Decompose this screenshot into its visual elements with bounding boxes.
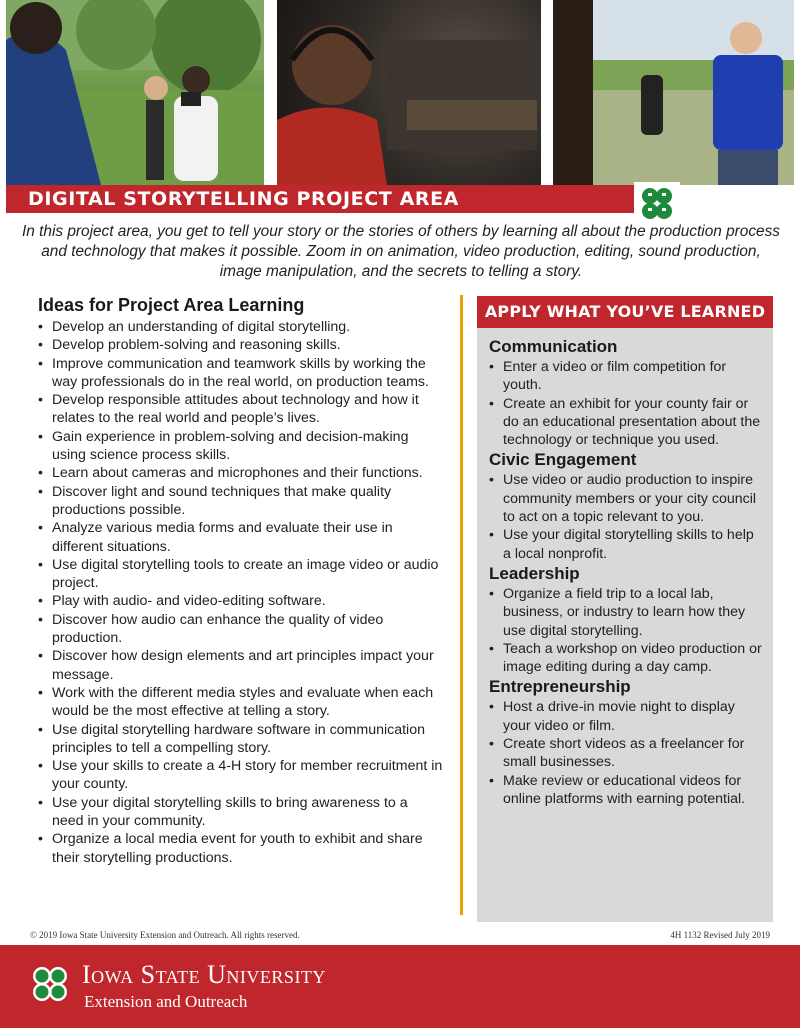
photo-interview-filming	[553, 0, 794, 185]
list-item: • Use your digital storytelling skills to help a local nonprofit.	[489, 526, 763, 563]
civic-engagement-list	[489, 471, 763, 562]
list-item: • Develop an understanding of digital storytelling.	[38, 318, 443, 336]
four-leaf-clover-icon	[634, 182, 680, 226]
list-item: • Create short videos as a freelancer for small businesses.	[489, 735, 763, 772]
list-item: • Discover how audio can enhance the quality of video production.	[38, 611, 443, 648]
section-title-entrepreneurship: Entrepreneurship	[489, 677, 631, 697]
list-item: • Use digital storytelling tools to create an image video or audio project.	[38, 556, 443, 593]
photo-strip	[0, 0, 800, 200]
section-title-civic-engagement: Civic Engagement	[489, 450, 637, 470]
four-leaf-clover-icon	[28, 962, 72, 1006]
list-item: • Use your skills to create a 4-H story for member recruitment in your county.	[38, 757, 443, 794]
photo-outdoor-filming	[6, 0, 264, 185]
list-item: • Develop responsible attitudes about technology and how it relates to the real world and people’s lives.	[38, 391, 443, 428]
list-item: • Develop problem-solving and reasoning skills.	[38, 336, 443, 354]
section-title-leadership: Leadership	[489, 563, 580, 583]
ideas-list	[38, 318, 443, 867]
list-item: • Organize a field trip to a local lab, business, or industry to learn how they use digital storytelling.	[489, 585, 763, 640]
page-title: DIGITAL STORYTELLING PROJECT AREA	[6, 185, 634, 213]
list-item: • Analyze various media forms and evaluate their use in different situations.	[38, 519, 443, 556]
photo-audio-recording	[277, 0, 541, 185]
copyright-text: © 2019 Iowa State University Extension and Outreach. All rights reserved.	[30, 930, 300, 940]
list-item: • Learn about cameras and microphones and their functions.	[38, 464, 443, 482]
leadership-list	[489, 585, 763, 676]
apply-heading: APPLY WHAT YOU’VE LEARNED	[477, 296, 773, 328]
list-item: • Use digital storytelling hardware software in communication principles to tell a compelling story.	[38, 721, 443, 758]
list-item: • Discover light and sound techniques that make quality productions possible.	[38, 483, 443, 520]
list-item: • Improve communication and teamwork skills by working the way professionals do in the real world, on production teams.	[38, 355, 443, 392]
list-item: • Create an exhibit for your county fair or do an educational presentation about the technology or technique you used.	[489, 395, 763, 450]
ideas-section	[38, 294, 443, 867]
list-item: • Make review or educational videos for online platforms with earning potential.	[489, 772, 763, 809]
list-item: • Teach a workshop on video production or image editing during a day camp.	[489, 640, 763, 677]
list-item: • Enter a video or film competition for youth.	[489, 358, 763, 395]
apply-section	[489, 336, 763, 808]
entrepreneurship-list	[489, 698, 763, 808]
list-item: • Host a drive-in movie night to display your video or film.	[489, 698, 763, 735]
university-name	[82, 961, 326, 989]
list-item: • Use video or audio production to inspire community members or your city council to act on a topic relevant to you.	[489, 471, 763, 526]
extension-name: Extension and Outreach	[84, 992, 248, 1011]
university-name-text: Iowa State University	[82, 960, 326, 989]
list-item: • Organize a local media event for youth to exhibit and share their storytelling productions.	[38, 830, 443, 867]
section-title-communication: Communication	[489, 337, 618, 356]
footer-bar	[0, 945, 800, 1028]
ideas-heading: Ideas for Project Area Learning	[38, 295, 305, 315]
list-item: • Gain experience in problem-solving and decision-making using science process skills.	[38, 428, 443, 465]
intro-paragraph: In this project area, you get to tell your story or the stories of others by learning all about the production process and technology that makes it possible. Zoom in on animation, video production, editing, sound production, image manipulation, and the secrets to telling a story.	[22, 223, 780, 280]
list-item: • Work with the different media styles and evaluate when each would be the most effective at telling a story.	[38, 684, 443, 721]
communication-list	[489, 358, 763, 449]
list-item: • Play with audio- and video-editing software.	[38, 592, 443, 610]
list-item: • Discover how design elements and art principles impact your message.	[38, 647, 443, 684]
column-divider	[460, 295, 463, 915]
document-id: 4H 1132 Revised July 2019	[670, 930, 770, 940]
list-item: • Use your digital storytelling skills to bring awareness to a need in your community.	[38, 794, 443, 831]
